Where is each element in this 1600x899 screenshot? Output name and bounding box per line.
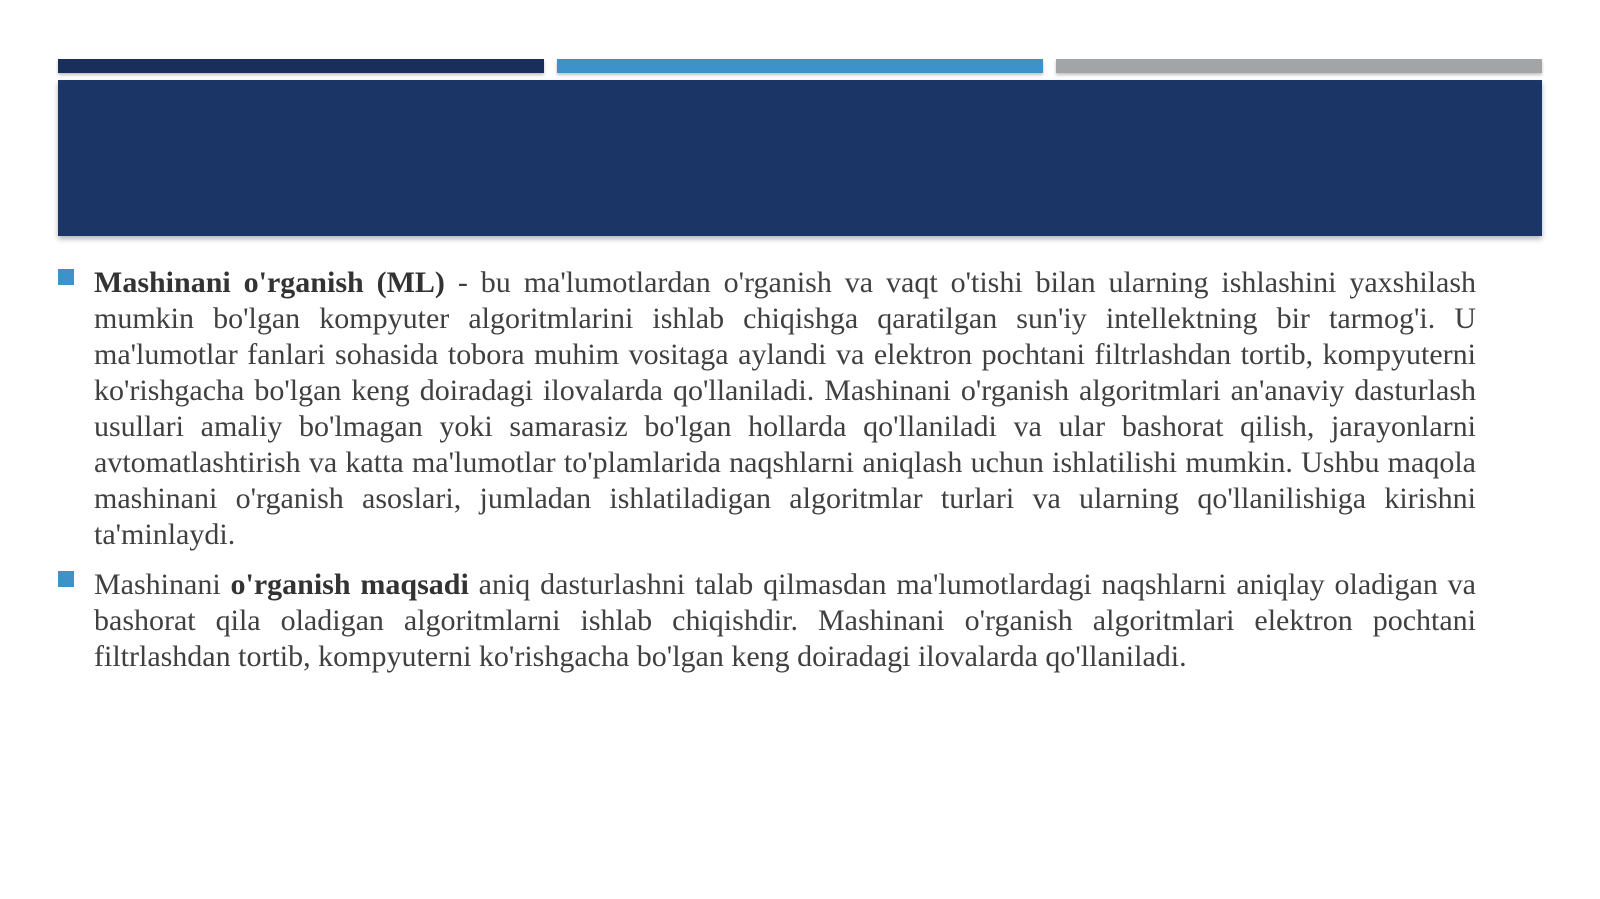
accent-bar-gray — [1056, 59, 1542, 73]
bullet-body-text: aniq dasturlashni talab qilmasdan ma'lumotlardagi naqshlarni aniqlay oladigan va bashorat qila oladigan algoritmlarni ishlab chiqishdir. Mashinani o'rganish algoritmlari elektron pochtani filtrlashdan tortib, kompyuterni ko'rishgacha bo'lgan keng doiradagi ilovalarda qo'llaniladi. — [94, 568, 1476, 673]
accent-bar-blue — [557, 59, 1043, 73]
bullet-paragraph — [94, 265, 1476, 553]
bullet-pre-text: Mashinani — [94, 568, 231, 601]
bullet-body-text: - bu ma'lumotlardan o'rganish va vaqt o'tishi bilan ularning ishlashini yaxshilash mumkin bo'lgan kompyuter algoritmlarini ishlab chiqishga qaratilgan sun'iy intellektning bir tarmog'i. U ma'lumotlar fanlari sohasida tobora muhim vositaga aylandi va elektron pochtani filtrlashdan tortib, kompyuterni ko'rishgacha bo'lgan keng doiradagi ilovalarda qo'llaniladi. Mashinani o'rganish algoritmlari an'anaviy dasturlash usullari amaliy bo'lmagan yoki samarasiz bo'lgan hollarda qo'llaniladi va ular bashorat qilish, jarayonlarni avtomatlashtirish va katta ma'lumotlar to'plamlarida naqshlarni aniqlash uchun ishlatilishi mumkin. Ushbu maqola mashinani o'rganish asoslari, jumladan ishlatiladigan algoritmlar turlari va ularning qo'llanilishiga kirishni ta'minlaydi. — [94, 266, 1476, 551]
square-bullet-icon — [58, 269, 74, 285]
accent-bar-navy — [58, 59, 544, 73]
bullet-paragraph — [94, 567, 1476, 675]
bullet-item — [58, 567, 1476, 675]
slide-content — [58, 265, 1476, 689]
square-bullet-icon — [58, 571, 74, 587]
bullet-bold-lead: Mashinani o'rganish (ML) — [94, 266, 445, 299]
bullet-item — [58, 265, 1476, 553]
bullet-bold-mid: o'rganish maqsadi — [230, 568, 469, 601]
title-band — [58, 80, 1542, 236]
